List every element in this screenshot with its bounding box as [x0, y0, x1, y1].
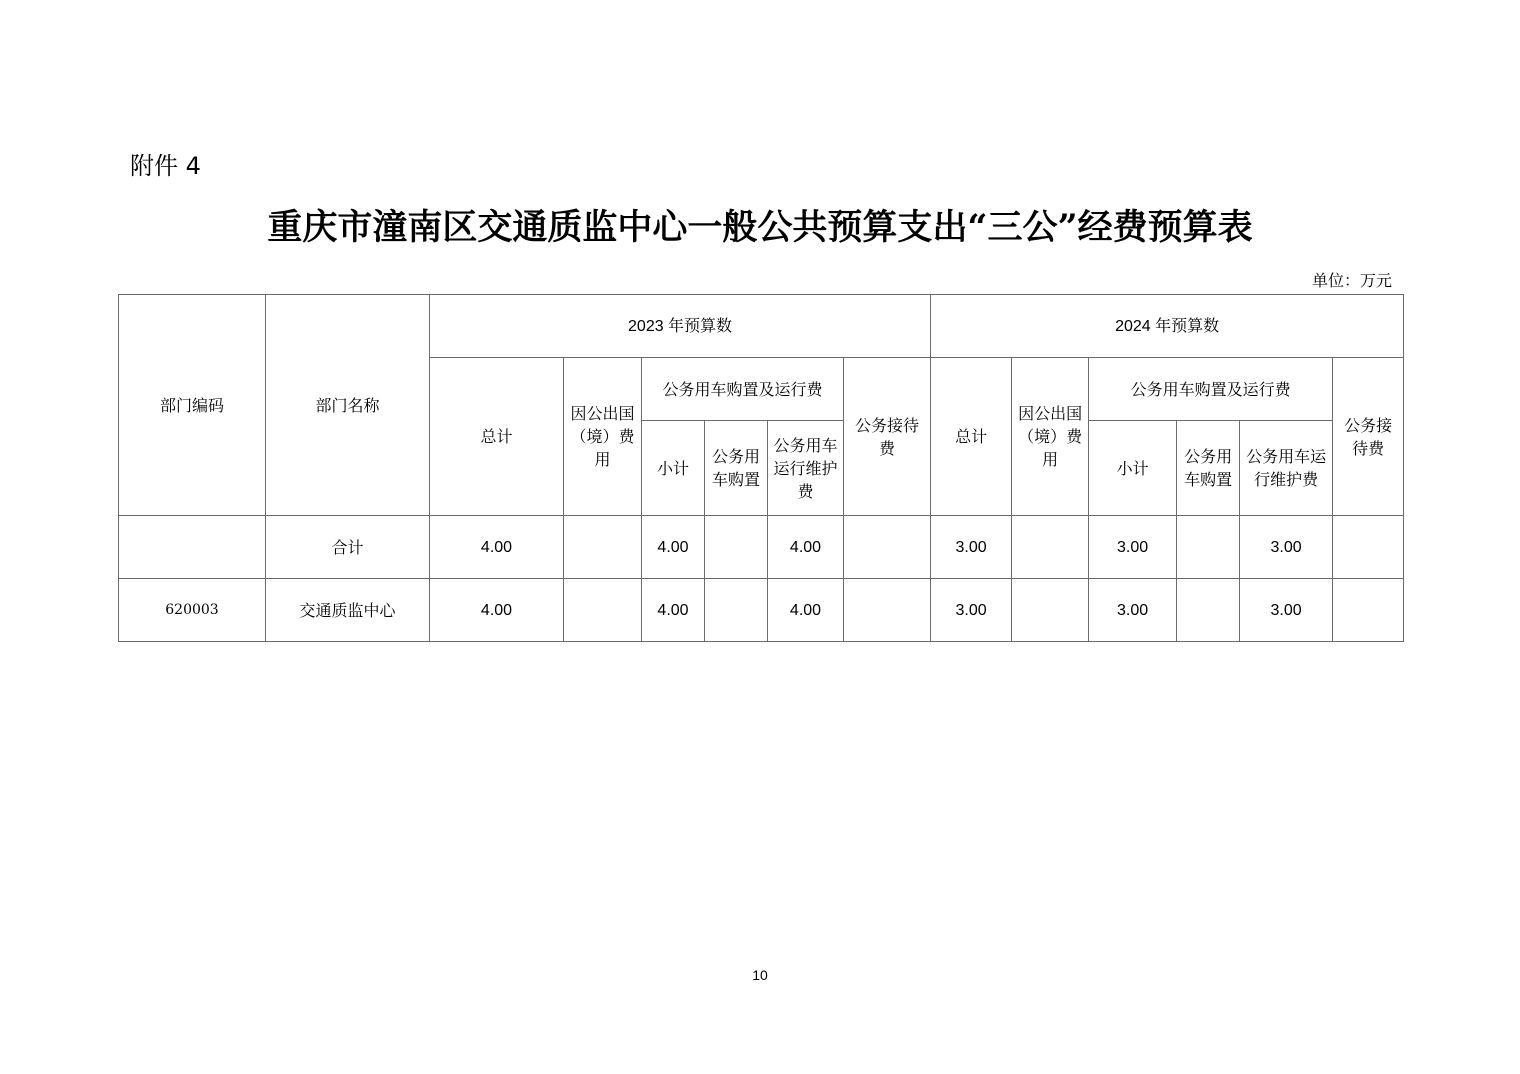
- page-title: 重庆市潼南区交通质监中心一般公共预算支出“三公”经费预算表: [267, 207, 1253, 248]
- header-year-2024: 2024 年预算数: [931, 295, 1404, 358]
- cell-2023-total: 4.00: [430, 579, 564, 642]
- page-number: 10: [752, 967, 768, 983]
- cell-2023-overseas: [564, 516, 642, 579]
- table-row: [119, 579, 1404, 642]
- header-year-2023: 2023 年预算数: [430, 295, 931, 358]
- cell-dept-name: 合计: [266, 516, 430, 579]
- budget-table: [118, 294, 1404, 642]
- cell-2023-reception: [844, 516, 931, 579]
- header-reception-2024: 公务接待费: [1333, 358, 1404, 516]
- header-dept-name: 部门名称: [266, 295, 430, 516]
- cell-dept-name: 交通质监中心: [266, 579, 430, 642]
- header-overseas-2024: 因公出国（境）费用: [1012, 358, 1089, 516]
- header-subtotal-2023: 小计: [642, 421, 705, 516]
- table-row: [119, 516, 1404, 579]
- header-total-2024: 总计: [931, 358, 1012, 516]
- cell-2024-maint: 3.00: [1240, 516, 1333, 579]
- header-reception-2023: 公务接待费: [844, 358, 931, 516]
- header-row-years: [119, 295, 1404, 358]
- cell-2024-reception: [1333, 516, 1404, 579]
- cell-dept-code: 620003: [119, 579, 266, 642]
- header-vehicle-group-2023: 公务用车购置及运行费: [642, 358, 844, 421]
- header-vehicle-maint-2023: 公务用车运行维护费: [768, 421, 844, 516]
- cell-2023-purchase: [705, 579, 768, 642]
- cell-2023-maint: 4.00: [768, 516, 844, 579]
- cell-2024-purchase: [1177, 516, 1240, 579]
- cell-2023-purchase: [705, 516, 768, 579]
- cell-2024-reception: [1333, 579, 1404, 642]
- cell-2024-subtotal: 3.00: [1089, 579, 1177, 642]
- cell-2023-subtotal: 4.00: [642, 579, 705, 642]
- cell-2023-subtotal: 4.00: [642, 516, 705, 579]
- header-total-2023: 总计: [430, 358, 564, 516]
- cell-2024-purchase: [1177, 579, 1240, 642]
- cell-2023-maint: 4.00: [768, 579, 844, 642]
- cell-2024-total: 3.00: [931, 516, 1012, 579]
- cell-2024-overseas: [1012, 516, 1089, 579]
- cell-2024-subtotal: 3.00: [1089, 516, 1177, 579]
- cell-2023-reception: [844, 579, 931, 642]
- attachment-label: 附件 4: [130, 152, 201, 180]
- header-dept-code: 部门编码: [119, 295, 266, 516]
- cell-2024-overseas: [1012, 579, 1089, 642]
- cell-2023-overseas: [564, 579, 642, 642]
- cell-2024-maint: 3.00: [1240, 579, 1333, 642]
- cell-2024-total: 3.00: [931, 579, 1012, 642]
- cell-dept-code: [119, 516, 266, 579]
- header-vehicle-purchase-2024: 公务用车购置: [1177, 421, 1240, 516]
- header-overseas-2023: 因公出国（境）费用: [564, 358, 642, 516]
- header-subtotal-2024: 小计: [1089, 421, 1177, 516]
- header-vehicle-group-2024: 公务用车购置及运行费: [1089, 358, 1333, 421]
- header-vehicle-maint-2024: 公务用车运行维护费: [1240, 421, 1333, 516]
- unit-label: 单位：万元: [1311, 271, 1392, 290]
- cell-2023-total: 4.00: [430, 516, 564, 579]
- header-vehicle-purchase-2023: 公务用车购置: [705, 421, 768, 516]
